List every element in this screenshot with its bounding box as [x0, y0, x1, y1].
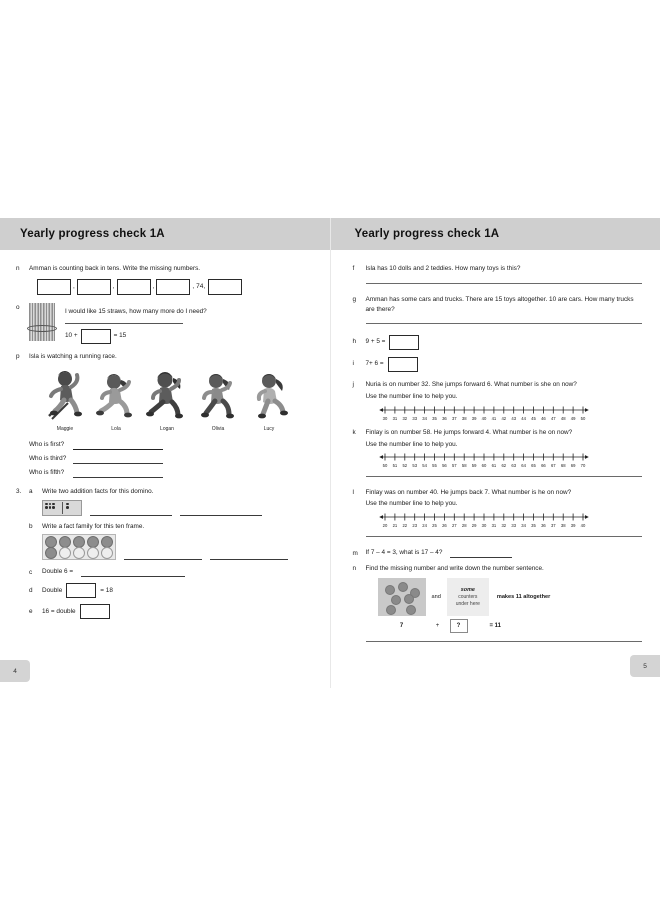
runner-name: Maggie	[56, 426, 74, 433]
svg-text:46: 46	[540, 415, 546, 421]
svg-text:37: 37	[550, 523, 556, 529]
hidden-line-1: some	[460, 586, 475, 593]
question-3a-text: Write two addition facts for this domino.	[42, 487, 154, 495]
answer-rule[interactable]	[366, 476, 643, 477]
answer-box[interactable]	[117, 279, 151, 295]
svg-text:37: 37	[451, 415, 457, 421]
svg-text:39: 39	[471, 415, 476, 421]
number-sentence-row	[378, 619, 643, 633]
hidden-line-3: under here	[455, 600, 480, 607]
svg-text:63: 63	[510, 463, 516, 469]
svg-text:31: 31	[491, 523, 496, 529]
svg-text:51: 51	[392, 463, 397, 469]
domino-left-pips	[45, 503, 55, 509]
svg-text:30: 30	[481, 523, 486, 529]
svg-text:38: 38	[560, 523, 566, 529]
svg-text:34: 34	[421, 415, 427, 421]
number-line-svg	[376, 405, 592, 423]
question-n-text: Amman is counting back in tens. Write the missing numbers.	[29, 265, 201, 272]
ten-frame-row	[44, 536, 114, 547]
question-3d-text-before: Double	[42, 586, 63, 594]
question-o-label: o	[16, 303, 20, 311]
question-3a-label: a	[29, 487, 33, 495]
svg-text:24: 24	[421, 523, 427, 529]
question-l-hint: Use the number line to help you.	[365, 500, 458, 508]
question-f	[353, 264, 643, 290]
svg-text:31: 31	[392, 415, 397, 421]
equation-answer-box[interactable]	[81, 329, 111, 344]
race-question-row	[29, 468, 314, 478]
answer-box[interactable]	[156, 279, 190, 295]
answer-box[interactable]	[388, 357, 418, 372]
question-3d-text-after: = 18	[100, 586, 113, 594]
left-page-header	[0, 218, 330, 250]
svg-text:40: 40	[580, 523, 585, 529]
runner-name: Olivia	[211, 426, 225, 433]
question-l-text: Finlay was on number 40. He jumps back 7. What number is he on now?	[365, 489, 572, 497]
svg-text:41: 41	[491, 415, 496, 421]
ten-frame-image	[42, 534, 116, 560]
question-o-text: I would like 15 straws, how many more do I need?	[65, 307, 207, 315]
question-3d	[29, 583, 314, 598]
question-3c	[29, 567, 314, 577]
runner-figure	[145, 366, 189, 434]
answer-box[interactable]	[389, 335, 419, 350]
answer-line[interactable]	[180, 514, 262, 516]
question-k-hint: Use the number line to help you.	[365, 440, 458, 448]
answer-line[interactable]	[73, 462, 163, 464]
svg-text:36: 36	[540, 523, 546, 529]
question-p	[16, 352, 314, 480]
svg-text:53: 53	[411, 463, 417, 469]
svg-text:69: 69	[570, 463, 575, 469]
question-3c-text: Double 6 =	[42, 568, 74, 576]
sentence-unknown-box[interactable]: ?	[450, 619, 468, 633]
number-line-svg	[376, 512, 592, 530]
question-i-label: i	[352, 360, 354, 368]
question-g-label: g	[352, 295, 357, 303]
svg-text:68: 68	[560, 463, 566, 469]
svg-text:49: 49	[570, 415, 575, 421]
question-j-text: Nuria is on number 32. She jumps forward 6. What number is she on now?	[365, 380, 577, 388]
answer-rule[interactable]	[366, 641, 643, 642]
svg-text:60: 60	[481, 463, 486, 469]
comma-separator: ,	[192, 283, 195, 291]
svg-text:30: 30	[382, 415, 387, 421]
runner-icon	[145, 366, 189, 422]
answer-line[interactable]	[450, 556, 512, 558]
sentence-equals-total: = 11	[489, 622, 502, 629]
section-3	[16, 487, 314, 625]
question-3e-label: e	[29, 608, 33, 616]
question-h	[353, 335, 643, 350]
svg-text:39: 39	[570, 523, 575, 529]
svg-text:56: 56	[441, 463, 447, 469]
counter-problem-row	[378, 578, 643, 616]
svg-text:67: 67	[550, 463, 556, 469]
answer-rule[interactable]	[366, 536, 643, 537]
answer-line[interactable]	[81, 575, 185, 577]
hidden-line-2: counters	[458, 594, 478, 601]
question-n-right-text: Find the missing number and write down the number sentence.	[365, 565, 544, 573]
svg-text:54: 54	[421, 463, 427, 469]
svg-text:26: 26	[441, 523, 447, 529]
svg-text:29: 29	[471, 523, 476, 529]
runner-figure	[43, 366, 87, 434]
comma-separator: ,	[73, 283, 75, 291]
question-k-text: Finlay is on number 58. He jumps forward 4. What number is he on now?	[365, 428, 573, 436]
svg-text:33: 33	[411, 415, 417, 421]
sentence-plus-sign: +	[435, 622, 440, 629]
answer-line[interactable]	[73, 476, 163, 478]
question-3e-text-before: 16 = double	[42, 607, 76, 615]
svg-text:20: 20	[382, 523, 387, 529]
question-h-text: 9 + 5 =	[365, 338, 386, 346]
domino-image	[42, 500, 82, 516]
svg-text:22: 22	[401, 523, 407, 529]
answer-box[interactable]	[77, 279, 111, 295]
domino-divider	[62, 502, 63, 514]
question-l-label: l	[352, 489, 354, 497]
svg-text:64: 64	[520, 463, 526, 469]
question-3e	[29, 604, 314, 619]
running-race-illustration	[43, 366, 291, 434]
svg-text:35: 35	[431, 415, 437, 421]
svg-text:40: 40	[481, 415, 486, 421]
question-m-text: If 7 – 4 = 3, what is 17 – 4?	[365, 549, 443, 557]
svg-text:70: 70	[580, 463, 585, 469]
svg-text:50: 50	[382, 463, 387, 469]
sentence-first-number: 7	[399, 622, 404, 629]
svg-text:28: 28	[461, 523, 467, 529]
question-o	[16, 303, 314, 344]
question-j	[353, 380, 643, 423]
comma-separator: ,	[112, 283, 115, 291]
question-f-text: Isla has 10 dolls and 2 teddies. How many toys is this?	[365, 265, 521, 272]
svg-text:55: 55	[431, 463, 437, 469]
question-n	[16, 264, 314, 295]
svg-text:61: 61	[491, 463, 496, 469]
svg-text:36: 36	[441, 415, 447, 421]
runner-figure	[196, 366, 240, 434]
question-n-answer-boxes	[37, 279, 314, 295]
runner-icon	[43, 366, 87, 422]
equation-left-operand: 10 +	[65, 332, 78, 340]
race-question-text: Who is third?	[29, 454, 67, 462]
question-n-label: n	[16, 265, 20, 272]
question-g	[353, 295, 643, 330]
runner-figure	[94, 366, 138, 434]
question-i	[353, 357, 643, 372]
page-number-right: 5	[630, 655, 660, 677]
svg-text:33: 33	[510, 523, 516, 529]
question-l	[353, 488, 643, 543]
right-page	[331, 218, 660, 688]
svg-text:45: 45	[530, 415, 536, 421]
answer-rule[interactable]	[366, 283, 643, 284]
svg-text:50: 50	[580, 415, 585, 421]
question-h-label: h	[352, 338, 357, 346]
answer-line[interactable]	[210, 558, 288, 560]
straw-sticks	[29, 303, 55, 341]
question-3a	[29, 487, 314, 516]
svg-text:48: 48	[560, 415, 566, 421]
makes-altogether-label: makes 11 altogether	[496, 593, 551, 600]
question-n-right	[353, 564, 643, 648]
question-f-label: f	[352, 265, 355, 272]
section-3-number: 3.	[16, 487, 22, 495]
question-n-right-label: n	[352, 565, 357, 573]
svg-text:27: 27	[451, 523, 457, 529]
answer-line[interactable]	[90, 514, 172, 516]
race-question-row	[29, 454, 314, 464]
svg-text:25: 25	[431, 523, 437, 529]
and-label: and	[431, 593, 441, 600]
question-m-label: m	[352, 549, 358, 557]
svg-text:58: 58	[461, 463, 467, 469]
question-i-text: 7+ 6 =	[365, 360, 384, 368]
answer-box[interactable]	[208, 279, 242, 295]
visible-counters-box	[378, 578, 426, 616]
question-j-label: j	[352, 380, 354, 388]
right-page-title: Yearly progress check 1A	[354, 228, 500, 240]
question-3b-text: Write a fact family for this ten frame.	[42, 522, 145, 530]
question-j-hint: Use the number line to help you.	[365, 392, 458, 400]
runner-figure	[247, 366, 291, 434]
number-line-k	[376, 452, 592, 470]
hidden-counters-box	[447, 578, 489, 616]
left-page	[0, 218, 331, 688]
race-question-row	[29, 440, 314, 450]
answer-rule[interactable]	[366, 323, 643, 324]
comma-separator: ,	[152, 283, 155, 291]
given-number-74: 74,	[196, 283, 206, 291]
ten-frame-row	[44, 547, 114, 558]
race-question-text: Who is first?	[29, 440, 65, 448]
question-3b	[29, 522, 314, 561]
svg-text:23: 23	[411, 523, 417, 529]
question-g-text: Amman has some cars and trucks. There are 15 toys altogether. 10 are cars. How many trucks are there?	[365, 295, 634, 313]
straw-band	[27, 325, 57, 332]
svg-text:62: 62	[500, 463, 506, 469]
svg-text:32: 32	[401, 415, 407, 421]
svg-text:66: 66	[540, 463, 546, 469]
answer-box[interactable]	[66, 583, 96, 598]
question-p-label: p	[16, 352, 20, 360]
domino-right-pips	[66, 503, 69, 509]
svg-text:43: 43	[510, 415, 516, 421]
svg-text:21: 21	[392, 523, 397, 529]
svg-text:65: 65	[530, 463, 536, 469]
runner-icon	[247, 366, 291, 422]
book-spread	[0, 218, 660, 688]
question-3c-label: c	[29, 568, 33, 576]
straw-bundle-image	[29, 303, 55, 341]
question-p-text: Isla is watching a running race.	[29, 352, 117, 360]
svg-text:57: 57	[451, 463, 457, 469]
page-number-left: 4	[0, 660, 30, 682]
right-page-body	[331, 250, 660, 648]
answer-box[interactable]	[80, 604, 110, 619]
question-k-label: k	[352, 428, 356, 436]
answer-line[interactable]	[124, 558, 202, 560]
number-line-l	[376, 512, 592, 530]
answer-box[interactable]	[37, 279, 71, 295]
svg-text:35: 35	[530, 523, 536, 529]
right-page-header	[331, 218, 660, 250]
question-m	[353, 548, 643, 558]
svg-text:42: 42	[500, 415, 506, 421]
svg-text:59: 59	[471, 463, 476, 469]
left-page-body	[0, 250, 330, 624]
svg-text:32: 32	[500, 523, 506, 529]
number-line-svg	[376, 452, 592, 470]
runner-name: Logan	[160, 426, 174, 433]
question-3d-label: d	[29, 587, 33, 595]
answer-line[interactable]	[73, 448, 163, 450]
question-3b-label: b	[29, 522, 33, 530]
svg-text:47: 47	[550, 415, 556, 421]
runner-icon	[196, 366, 240, 422]
svg-text:44: 44	[520, 415, 526, 421]
svg-text:38: 38	[461, 415, 467, 421]
left-page-title: Yearly progress check 1A	[20, 228, 165, 240]
equation-right-side: = 15	[113, 332, 127, 340]
svg-text:52: 52	[401, 463, 407, 469]
runner-icon	[94, 366, 138, 422]
svg-text:34: 34	[520, 523, 526, 529]
race-question-text: Who is fifth?	[29, 468, 65, 476]
number-line-j	[376, 405, 592, 423]
question-k	[353, 428, 643, 484]
runner-name: Lucy	[263, 426, 275, 433]
runner-name: Lola	[111, 426, 121, 433]
